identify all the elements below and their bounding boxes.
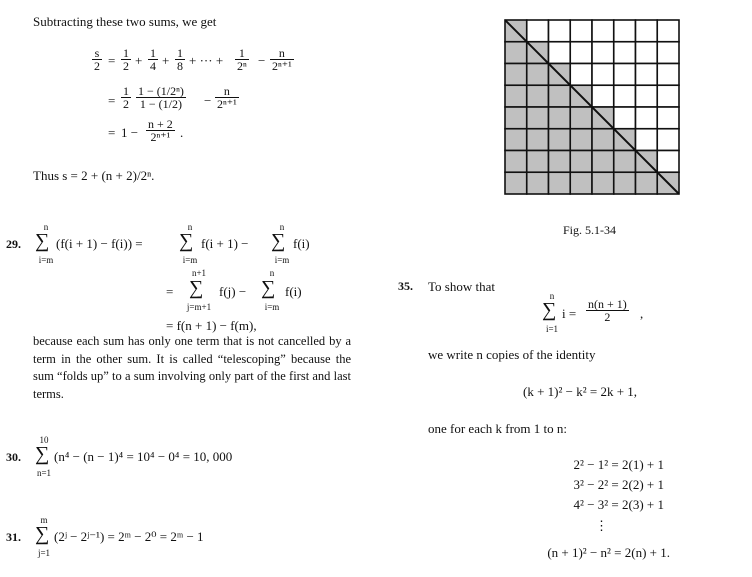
- grid-cell-empty: [614, 64, 636, 86]
- eq3-one-minus: 1 −: [121, 125, 139, 140]
- p31-sum-upper: m: [40, 515, 48, 525]
- p35-identity: (k + 1)² − k² = 2k + 1,: [523, 384, 638, 399]
- p29-sum5-lower: i=m: [264, 302, 280, 312]
- grid-cell-empty: [657, 20, 679, 42]
- p29-sum4-upper: n+1: [191, 268, 207, 278]
- p29-term-2: f(i): [293, 236, 310, 251]
- grid-cell-empty: [592, 85, 614, 107]
- p29-sigma-3: ∑: [271, 230, 286, 252]
- grid-cell-empty: [570, 64, 592, 86]
- p29-sum3-upper: n: [279, 222, 285, 232]
- p29-sum1-lower: i=m: [38, 255, 54, 265]
- p29-line2-equals: =: [166, 284, 174, 299]
- p29-sum5-upper: n: [269, 268, 275, 278]
- grid-cell-empty: [657, 107, 679, 129]
- eq1-equals: =: [108, 53, 116, 68]
- p35-sum-lower: i=1: [545, 324, 559, 334]
- eq1-frac-2: $\frac{1}{4}$: [150, 46, 156, 73]
- grid-cell-shaded: [570, 172, 592, 194]
- eq2-minus: −: [204, 93, 212, 108]
- eq1-plus-1: +: [135, 53, 143, 68]
- eq3-fraction: $\frac{n + 2}{\text{2ⁿ⁺¹}}$: [148, 117, 173, 144]
- p35-comma: ,: [640, 306, 644, 321]
- p35-row-3: 4² − 3² = 2(3) + 1: [573, 497, 664, 512]
- thus-line: Thus s = 2 + (n + 2)/2ⁿ.: [33, 168, 155, 183]
- eq2-half: $\frac{1}{2}$: [123, 84, 129, 111]
- p29-line1-lhs: (f(i + 1) − f(i)) =: [56, 236, 143, 251]
- grid-cell-empty: [570, 20, 592, 42]
- p29-sigma-2: ∑: [179, 230, 194, 252]
- p35-sum-body: i =: [562, 306, 577, 321]
- grid-cell-shaded: [505, 85, 527, 107]
- grid-cell-shaded: [549, 151, 571, 173]
- grid-cell-shaded: [592, 151, 614, 173]
- grid-cell-shaded: [570, 107, 592, 129]
- grid-cell-shaded: [592, 172, 614, 194]
- grid-cell-empty: [636, 20, 658, 42]
- grid-cell-empty: [614, 85, 636, 107]
- grid-cell-empty: [549, 20, 571, 42]
- grid-cell-shaded: [527, 85, 549, 107]
- p31-sigma: ∑: [35, 523, 50, 545]
- problem-35-number: 35.: [398, 279, 413, 293]
- eq3-period: .: [180, 125, 184, 140]
- grid-cell-shaded: [505, 151, 527, 173]
- eq1-frac-4: $\frac{1}{\text{2ⁿ}}$: [237, 46, 247, 73]
- figure-5-1-34-grid: [504, 19, 680, 195]
- p31-sum-lower: j=1: [37, 548, 51, 558]
- grid-cell-empty: [592, 42, 614, 64]
- problem-29-number: 29.: [6, 237, 21, 251]
- grid-cell-shaded: [527, 151, 549, 173]
- grid-cell-shaded: [570, 129, 592, 151]
- grid-cell-empty: [636, 42, 658, 64]
- intro-text: Subtracting these two sums, we get: [33, 14, 217, 29]
- grid-cell-shaded: [614, 151, 636, 173]
- grid-cell-empty: [614, 107, 636, 129]
- grid-cell-shaded: [505, 42, 527, 64]
- problem-30-number: 30.: [6, 450, 21, 464]
- grid-cell-shaded: [505, 64, 527, 86]
- grid-cell-empty: [549, 42, 571, 64]
- grid-cell-shaded: [527, 64, 549, 86]
- eq1-frac-1: $\frac{1}{2}$: [123, 46, 129, 73]
- p35-one-for-each: one for each k from 1 to n:: [428, 421, 567, 436]
- p35-fraction: $\frac{n(n + 1)}{2}$: [588, 297, 627, 324]
- p35-intro: To show that: [428, 279, 495, 294]
- grid-cell-shaded: [549, 85, 571, 107]
- eq1-frac-5: $\frac{n}{\text{2ⁿ⁺¹}}$: [272, 46, 292, 73]
- p35-vdots: ⋮: [595, 518, 608, 533]
- figure-caption: Fig. 5.1-34: [563, 223, 617, 237]
- eq1-ellipsis: + ··· +: [189, 53, 224, 68]
- grid-cell-shaded: [505, 107, 527, 129]
- grid-cell-shaded: [636, 172, 658, 194]
- p29-sum4-lower: j=m+1: [186, 302, 212, 312]
- grid-cell-empty: [657, 42, 679, 64]
- p29-explanation: because each sum has only one term that is not cancelled by a term in the other sum. It is called “telescoping” because the sum “folds up” to a sum involving only part of the first and last terms.: [33, 334, 351, 401]
- p35-write-text: we write n copies of the identity: [428, 347, 596, 362]
- p35-sum-upper: n: [549, 291, 555, 301]
- eq2-frac: $\frac{n}{\text{2ⁿ⁺¹}}$: [217, 84, 237, 111]
- p30-expression: (n⁴ − (n − 1)⁴ = 10⁴ − 0⁴ = 10, 000: [54, 449, 233, 464]
- p30-sigma: ∑: [35, 443, 50, 465]
- eq1-frac-3: $\frac{1}{8}$: [177, 46, 183, 73]
- grid-cell-empty: [636, 64, 658, 86]
- grid-cell-empty: [592, 64, 614, 86]
- p29-sigma-5: ∑: [261, 277, 276, 299]
- p29-sum1-upper: n: [43, 222, 49, 232]
- p29-line3: = f(n + 1) − f(m),: [166, 318, 257, 333]
- grid-cell-shaded: [505, 129, 527, 151]
- grid-cell-shaded: [592, 129, 614, 151]
- grid-cell-shaded: [527, 129, 549, 151]
- grid-cell-shaded: [527, 172, 549, 194]
- grid-cell-shaded: [570, 151, 592, 173]
- p29-line2-term2: f(i): [285, 284, 302, 299]
- p35-row-1: 2² − 1² = 2(1) + 1: [573, 457, 664, 472]
- grid-cell-empty: [614, 42, 636, 64]
- p31-expression: (2ʲ − 2ʲ⁻¹) = 2ᵐ − 2⁰ = 2ᵐ − 1: [54, 529, 204, 544]
- grid-cell-empty: [636, 129, 658, 151]
- grid-cell-shaded: [549, 107, 571, 129]
- grid-cell-shaded: [527, 107, 549, 129]
- grid-cell-empty: [636, 107, 658, 129]
- p35-row-2: 3² − 2² = 2(2) + 1: [573, 477, 664, 492]
- p35-sigma: ∑: [542, 299, 557, 321]
- eq2-geometric-fraction: $\frac{\text{1 − (1/2ⁿ)}}{1 - (1/2)}$: [138, 84, 184, 111]
- grid-cell-empty: [527, 20, 549, 42]
- p29-line2-term1: f(j) −: [219, 284, 247, 299]
- grid-cell-shaded: [614, 172, 636, 194]
- p29-sum2-upper: n: [187, 222, 193, 232]
- eq1-minus: −: [258, 53, 266, 68]
- grid-cell-shaded: [549, 129, 571, 151]
- p35-row-n: (n + 1)² − n² = 2(n) + 1.: [547, 545, 670, 560]
- p29-term-1: f(i + 1) −: [201, 236, 249, 251]
- grid-cell-empty: [614, 20, 636, 42]
- eq1-plus-2: +: [162, 53, 170, 68]
- p29-sum2-lower: i=m: [182, 255, 198, 265]
- grid-cell-empty: [657, 129, 679, 151]
- p30-sum-lower: n=1: [36, 468, 52, 478]
- grid-cell-empty: [592, 20, 614, 42]
- grid-cell-shaded: [505, 172, 527, 194]
- grid-cell-shaded: [549, 172, 571, 194]
- grid-cell-empty: [657, 151, 679, 173]
- p29-sigma-1: ∑: [35, 230, 50, 252]
- p29-sum3-lower: i=m: [274, 255, 290, 265]
- grid-cell-empty: [657, 85, 679, 107]
- eq2-equals: =: [108, 93, 116, 108]
- problem-31-number: 31.: [6, 530, 21, 544]
- p29-sigma-4: ∑: [189, 277, 204, 299]
- eq1-lhs-fraction: $\frac{s}{2}$: [94, 46, 100, 73]
- grid-cell-empty: [636, 85, 658, 107]
- grid-cell-empty: [657, 64, 679, 86]
- eq3-equals: =: [108, 125, 116, 140]
- p30-sum-upper: 10: [39, 435, 49, 445]
- grid-cell-empty: [570, 42, 592, 64]
